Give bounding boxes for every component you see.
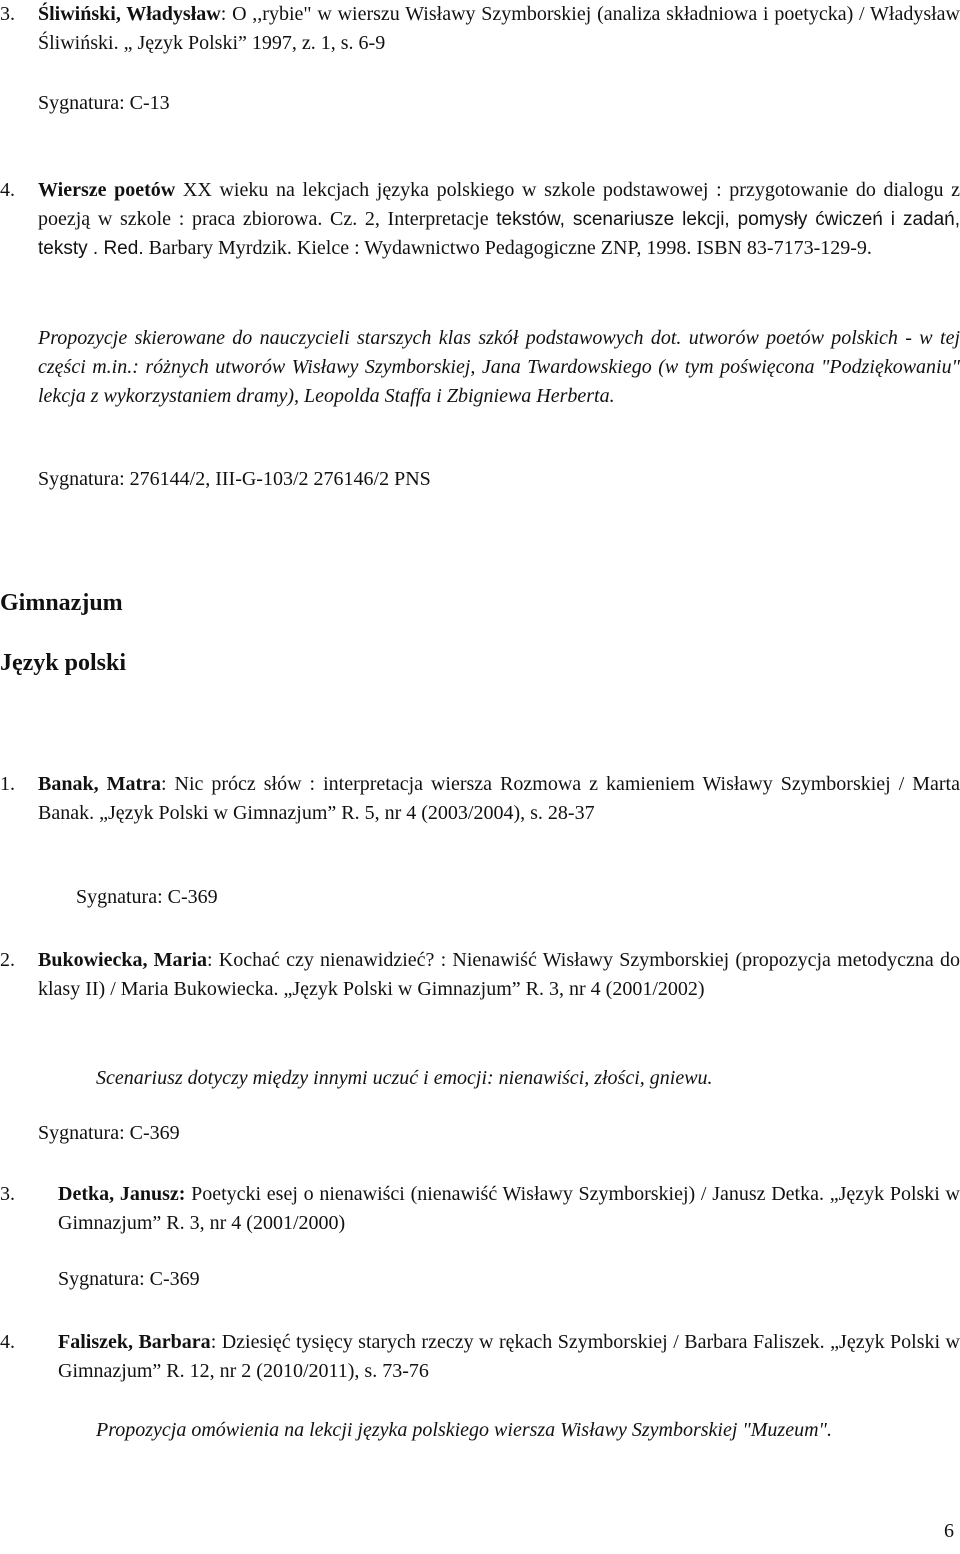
entry-text: Poetycki esej o nienawiści (nienawiść Wisławy Szymborskiej) / Janusz Detka. „Język Polski w Gimnazjum” R. 3, nr 4 (2001/2000) <box>58 1183 960 1234</box>
entry-signature: Sygnatura: C-13 <box>38 92 170 114</box>
entry-number: 3. <box>0 1183 15 1205</box>
entry-author: Bukowiecka, Maria <box>38 949 207 971</box>
entry-number: 4. <box>0 1331 15 1353</box>
entry-author: Banak, Matra <box>38 773 161 795</box>
entry-signature: Sygnatura: C-369 <box>38 1122 180 1144</box>
subsection-heading: Język polski <box>0 650 127 676</box>
bibliography-entry <box>0 0 960 58</box>
entry-annotation: Scenariusz dotyczy między innymi uczuć i emocji: nienawiści, złości, gniewu. <box>96 1067 713 1089</box>
bibliography-entry <box>0 946 960 1004</box>
section-heading: Gimnazjum <box>0 590 123 616</box>
entry-number: 2. <box>0 949 15 971</box>
entry-text: XX wieku na lekcjach języka polskiego w szkole podstawowej : przygotowanie do dialogu z poezją w szkole : praca zbiorowa. Cz. 2, Interpretacje <box>38 179 960 230</box>
bibliography-entry <box>0 1328 960 1386</box>
entry-text-sans: tekstów, scenariusze lekcji, pomysły ćwiczeń i zadań, teksty . Red. <box>38 209 960 259</box>
page-number: 6 <box>944 1520 954 1542</box>
entry-author: Śliwiński, Władysław <box>38 3 221 25</box>
bibliography-entry <box>0 1180 960 1238</box>
entry-author: Detka, Janusz: <box>58 1183 186 1205</box>
bibliography-entry <box>0 770 960 828</box>
bibliography-entry <box>0 176 960 263</box>
entry-number: 4. <box>0 179 15 201</box>
entry-annotation: Propozycje skierowane do nauczycieli starszych klas szkół podstawowych dot. utworów poetów polskich - w tej części m.in.: różnych utworów Wisławy Szymborskiej, Jana Twardowskiego (w tym poświęcona "Podziękowaniu" lekcja z wykorzystaniem dramy), Leopolda Staffa i Zbigniewa Herberta. <box>38 327 960 407</box>
entry-signature: Sygnatura: 276144/2, III-G-103/2 276146/2 PNS <box>38 468 431 490</box>
entry-number: 1. <box>0 773 15 795</box>
entry-text: : O ,,rybie" w wierszu Wisławy Szymborskiej (analiza składniowa i poetycka) / Władysław Śliwiński. „ Język Polski” 1997, z. 1, s. 6-9 <box>38 3 960 54</box>
entry-author: Faliszek, Barbara <box>58 1331 211 1353</box>
entry-text-tail: Barbary Myrdzik. Kielce : Wydawnictwo Pedagogiczne ZNP, 1998. ISBN 83-7173-129-9. <box>143 237 872 259</box>
entry-number: 3. <box>0 3 15 25</box>
entry-text: : Kochać czy nienawidzieć? : Nienawiść Wisławy Szymborskiej (propozycja metodyczna do klasy II) / Maria Bukowiecka. „Język Polski w Gimnazjum” R. 3, nr 4 (2001/2002) <box>38 949 960 1000</box>
entry-text: : Nic prócz słów : interpretacja wiersza Rozmowa z kamieniem Wisławy Szymborskiej / Marta Banak. „Język Polski w Gimnazjum” R. 5, nr 4 (2003/2004), s. 28-37 <box>38 773 960 824</box>
entry-signature: Sygnatura: C-369 <box>58 1268 200 1290</box>
entry-text: : Dziesięć tysięcy starych rzeczy w rękach Szymborskiej / Barbara Faliszek. „Język Polski w Gimnazjum” R. 12, nr 2 (2010/2011), s. 73-76 <box>58 1331 960 1382</box>
entry-lead: Wiersze poetów <box>38 179 176 201</box>
entry-signature: Sygnatura: C-369 <box>76 886 218 908</box>
entry-annotation: Propozycja omówienia na lekcji języka polskiego wiersza Wisławy Szymborskiej "Muzeum". <box>96 1419 832 1441</box>
